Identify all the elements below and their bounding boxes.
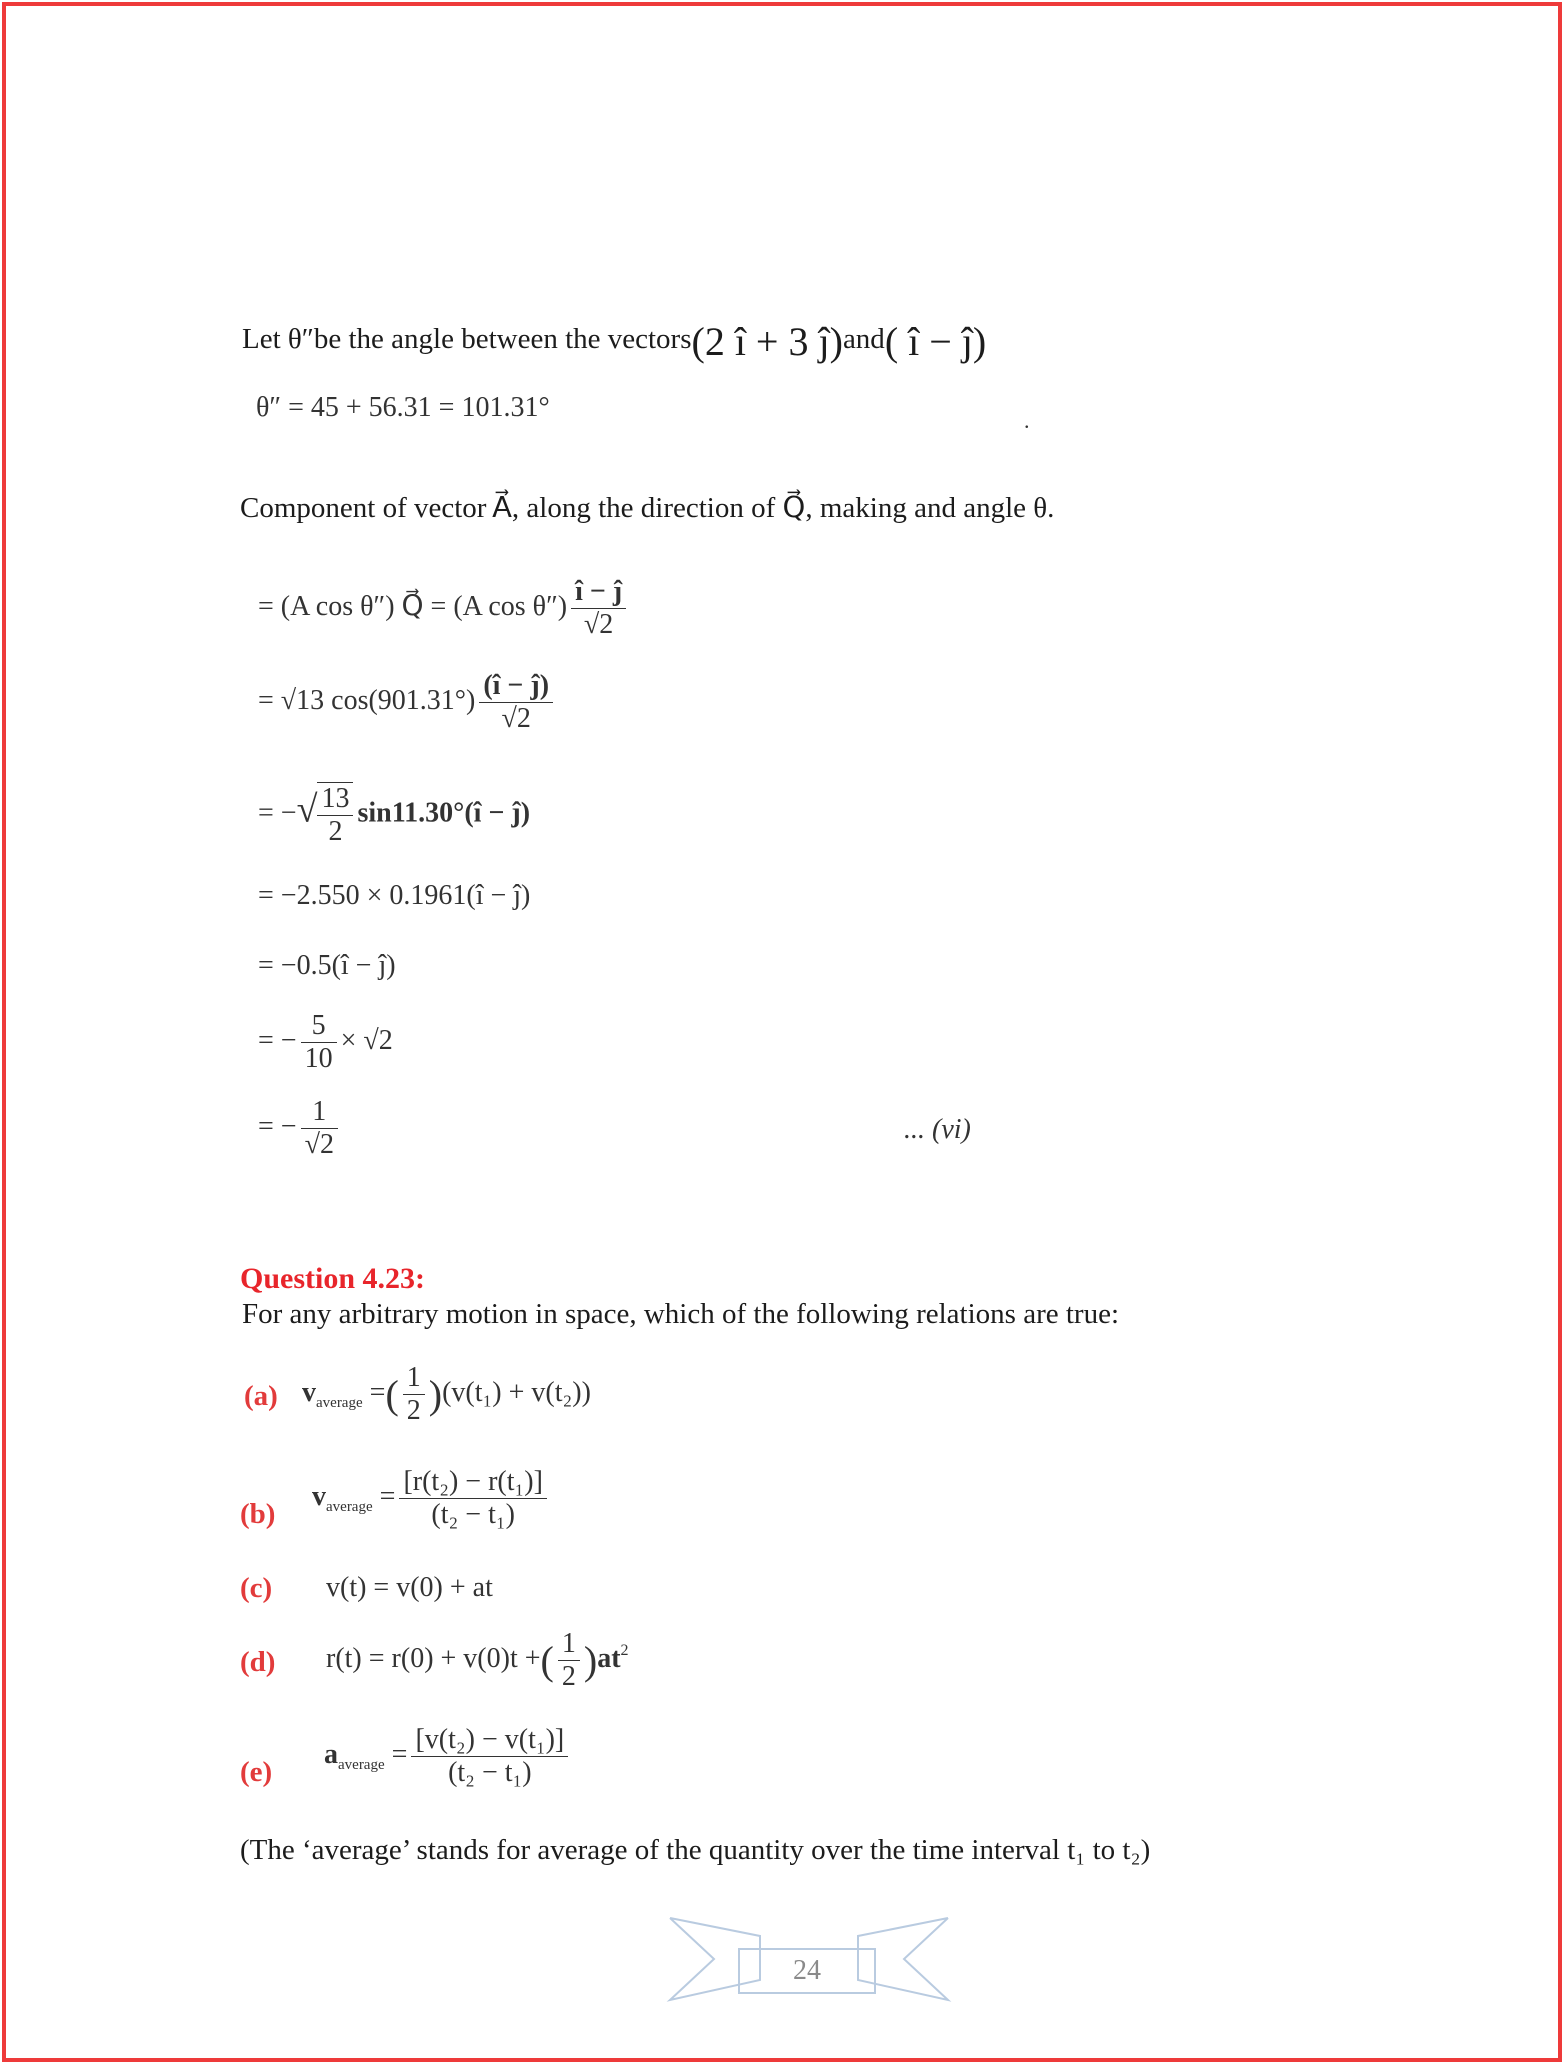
step-1 [258, 576, 630, 641]
option-a-numerator: 1 [403, 1362, 425, 1395]
intro-line [242, 318, 986, 365]
option-b-formula [312, 1466, 551, 1531]
page-border [2, 2, 1562, 2062]
option-d-lhs: r(t) = r(0) + v(0)t + [326, 1643, 541, 1675]
option-b-label: (b) [240, 1498, 276, 1530]
option-a-rhs: (v(t₁) + v(t₂)) [442, 1377, 591, 1409]
option-d-denominator: 2 [561, 1661, 576, 1693]
option-e-equals: = [391, 1739, 408, 1771]
option-a-fraction [403, 1362, 425, 1427]
step-3-denominator: 2 [328, 816, 343, 848]
option-b-lhs-sub: average [326, 1499, 373, 1516]
option-a-formula: $v_{average}$ =( $\frac{1}{2}$ )(v(t₁) + v(t₂)) [302, 1362, 591, 1427]
option-c-formula: v(t) = v(0) + at [326, 1572, 493, 1603]
option-e-label: (e) [240, 1756, 273, 1788]
vector-2: ( î − ĵ) [884, 319, 987, 364]
component-sentence: Component of vector A⃗, along the direction of Q⃗, making and angle θ. [240, 492, 1055, 524]
and-text: and [842, 323, 885, 356]
option-b-numerator: [r(t₂) − r(t₁)] [399, 1466, 546, 1499]
question-title: Question 4.23: [240, 1262, 426, 1295]
vector-1: (2 î + 3 ĵ) [691, 319, 843, 364]
step-6 [258, 1010, 393, 1075]
option-a-equals: = [369, 1377, 386, 1409]
sqrt-sign-icon: √ [296, 788, 318, 831]
option-c-label: (c) [240, 1572, 273, 1604]
option-a-lhs-sub: average [316, 1395, 363, 1412]
question-note: (The ‘average’ stands for average of the quantity over the time interval t₁ to t₂) [240, 1834, 1151, 1866]
step-1-denominator: √2 [583, 609, 614, 641]
step-3-rhs: sin11.30°(î − ĵ) [357, 797, 531, 829]
option-b-denominator: (t₂ − t₁) [431, 1499, 515, 1531]
step-7-denominator: √2 [304, 1129, 334, 1161]
step-2 [258, 670, 557, 735]
step-2-denominator: √2 [501, 703, 531, 735]
step-1-lhs: = (A cos θ″) Q⃗ = (A cos θ″) [258, 591, 568, 623]
theta-equation: θ″ = 45 + 56.31 = 101.31° [256, 392, 550, 423]
option-e-fraction [411, 1724, 568, 1789]
step-5: = −0.5(î − ĵ) [258, 950, 396, 981]
question-prompt: For any arbitrary motion in space, which of the following relations are true: [242, 1298, 1119, 1330]
step-1-numerator: î − ĵ [571, 576, 626, 609]
option-e-lhs: a [324, 1739, 338, 1771]
step-7-sign: = − [258, 1111, 297, 1143]
step-6-sign: = − [258, 1025, 297, 1057]
equation-tag: ... (vi) [904, 1114, 971, 1145]
option-b-lhs: v [312, 1481, 326, 1513]
option-a-denominator: 2 [406, 1395, 421, 1427]
option-d-formula: r(t) = r(0) + v(0)t +( $\frac{1}{2}$ )$at^2$ [326, 1628, 629, 1693]
step-6-denominator: 10 [304, 1043, 333, 1075]
page-number: 24 [738, 1948, 876, 1994]
option-e-formula [324, 1724, 572, 1789]
step-7-numerator: 1 [301, 1096, 338, 1129]
step-1-fraction [571, 576, 626, 641]
stray-dot: . [1024, 408, 1030, 433]
option-b-fraction [399, 1466, 546, 1531]
let-text: Let θ″be the angle between the vectors [242, 323, 692, 356]
step-6-fraction [301, 1010, 337, 1075]
step-2-numerator: (î − ĵ) [479, 670, 553, 703]
option-e-denominator: (t₂ − t₁) [448, 1757, 532, 1789]
step-6-numerator: 5 [301, 1010, 337, 1043]
option-d-numerator: 1 [558, 1628, 580, 1661]
step-3 [258, 782, 530, 848]
step-7 [258, 1096, 342, 1161]
option-b-equals: = [379, 1481, 396, 1513]
option-a-label: (a) [244, 1380, 278, 1412]
step-2-lhs: = √13 cos(901.31°) [258, 685, 476, 717]
option-e-lhs-sub: average [338, 1757, 385, 1774]
option-d-exponent: 2 [620, 1642, 629, 1660]
step-3-fraction [317, 782, 353, 848]
option-d-label: (d) [240, 1646, 276, 1678]
step-3-numerator: 13 [317, 783, 353, 816]
option-e-numerator: [v(t₂) − v(t₁)] [411, 1724, 568, 1757]
step-7-fraction [301, 1096, 338, 1161]
step-2-fraction [479, 670, 553, 735]
step-4: = −2.550 × 0.1961(î − ĵ) [258, 880, 531, 911]
option-d-rhs: at [597, 1643, 621, 1675]
option-d-fraction [558, 1628, 580, 1693]
step-3-sign: = − [258, 797, 297, 829]
option-a-lhs: v [302, 1377, 316, 1409]
step-6-rhs: × √2 [340, 1025, 393, 1057]
